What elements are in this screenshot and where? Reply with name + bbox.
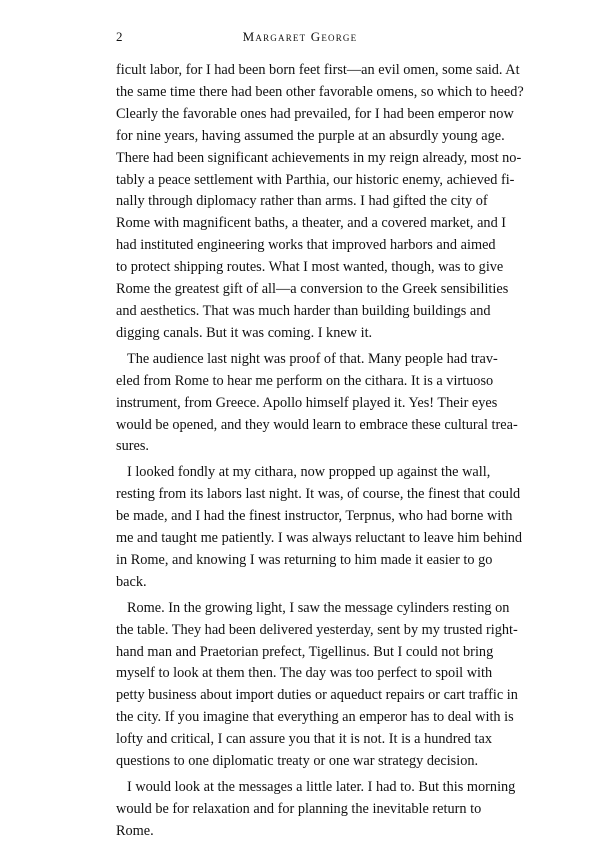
- text-line: There had been significant achievements in my reign already, most no-: [116, 149, 522, 166]
- paragraph: [116, 777, 516, 843]
- text-line: instrument, from Greece. Apollo himself played it. Yes! Their eyes: [116, 394, 498, 411]
- text-line: Clearly the favorable ones had prevailed, for I had been emperor now: [116, 105, 514, 122]
- text-line: in Rome, and knowing I was returning to him made it easier to go: [116, 551, 493, 568]
- text-line: tably a peace settlement with Parthia, our historic enemy, achieved fi-: [116, 171, 515, 188]
- body-text: [116, 60, 524, 847]
- text-line: sures.: [116, 438, 149, 455]
- text-line: questions to one diplomatic treaty or one war strategy decision.: [116, 753, 479, 770]
- text-line: I looked fondly at my cithara, now propped up against the wall,: [127, 464, 491, 481]
- text-line: Rome. In the growing light, I saw the message cylinders resting on: [127, 599, 510, 616]
- text-line: for nine years, having assumed the purple at an absurdly young age.: [116, 127, 505, 144]
- text-line: Rome.: [116, 822, 154, 839]
- text-line: and aesthetics. That was much harder than building buildings and: [116, 302, 491, 319]
- text-line: the city. If you imagine that everything an emperor has to deal with is: [116, 709, 514, 726]
- text-line: had instituted engineering works that improved harbors and aimed: [116, 237, 496, 254]
- text-line: eled from Rome to hear me perform on the cithara. It is a virtuoso: [116, 372, 494, 389]
- text-line: hand man and Praetorian prefect, Tigellinus. But I could not bring: [116, 643, 494, 660]
- text-line: The audience last night was proof of that. Many people had trav-: [127, 350, 498, 367]
- text-line: myself to look at them then. The day was too perfect to spoil with: [116, 665, 493, 682]
- text-line: lofty and critical, I can assure you that it is not. It is a hundred tax: [116, 731, 492, 748]
- paragraph: [116, 349, 518, 459]
- text-line: me and taught me patiently. I was always reluctant to leave him behind: [116, 530, 523, 547]
- page-number: 2: [116, 29, 123, 44]
- text-line: Rome with magnificent baths, a theater, and a covered market, and I: [116, 215, 507, 232]
- running-head: Margaret George: [242, 29, 358, 44]
- text-line: ficult labor, for I had been born feet first—an evil omen, some said. At: [116, 62, 520, 78]
- text-line: the table. They had been delivered yesterday, sent by my trusted right-: [116, 621, 518, 638]
- text-line: would be opened, and they would learn to embrace these cultural trea-: [116, 416, 518, 433]
- paragraph: [116, 462, 523, 593]
- paragraph: [116, 598, 518, 773]
- text-line: back.: [116, 573, 147, 590]
- text-line: I would look at the messages a little later. I had to. But this morning: [127, 779, 516, 795]
- text-line: the same time there had been other favorable omens, so which to heed?: [116, 83, 524, 100]
- text-line: digging canals. But it was coming. I knew it.: [116, 324, 373, 341]
- text-line: resting from its labors last night. It was, of course, the finest that could: [116, 486, 521, 503]
- text-line: petty business about import duties or aqueduct repairs or cart traffic in: [116, 687, 518, 704]
- text-line: Rome the greatest gift of all—a conversion to the Greek sensibilities: [116, 281, 509, 298]
- text-line: would be for relaxation and for planning the inevitable return to: [116, 800, 482, 817]
- paragraph: [116, 60, 524, 345]
- text-line: to protect shipping routes. What I most wanted, though, was to give: [116, 259, 504, 276]
- text-line: nally through diplomacy rather than arms. I had gifted the city of: [116, 193, 488, 210]
- text-line: be made, and I had the finest instructor, Terpnus, who had borne with: [116, 508, 513, 525]
